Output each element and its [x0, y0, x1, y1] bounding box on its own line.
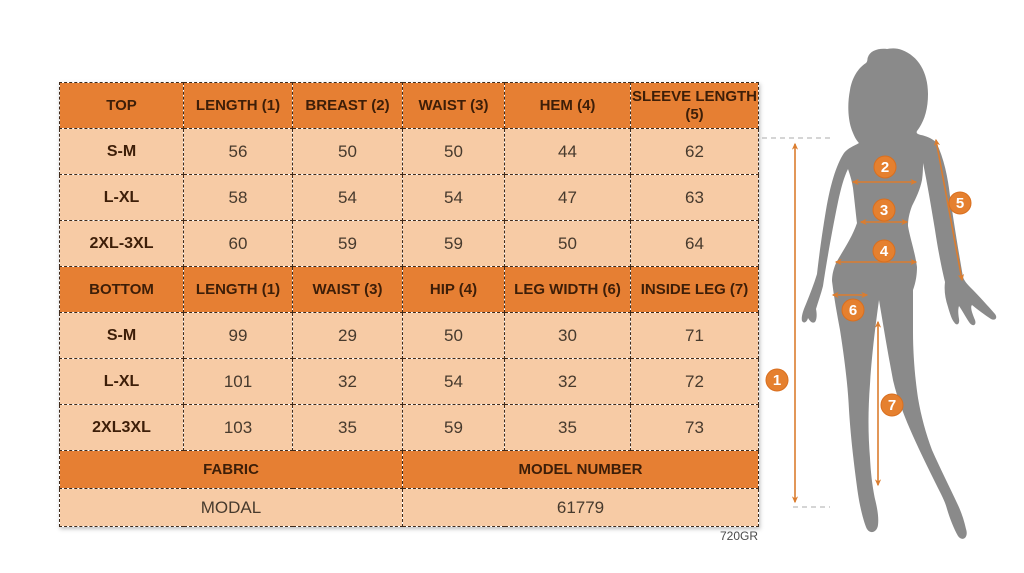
table-row	[60, 359, 759, 405]
marker-label-2: 2	[880, 159, 890, 176]
header-cell-top: TOP	[60, 83, 184, 129]
value-cell: 35	[293, 405, 403, 451]
value-cell: 99	[184, 313, 293, 359]
marker-label-6: 6	[848, 302, 858, 319]
value-cell: 64	[631, 221, 759, 267]
header-cell-leg-width: LEG WIDTH (6)	[505, 267, 631, 313]
table-row	[60, 313, 759, 359]
header-cell-sleeve-length: SLEEVE LENGTH (5)	[631, 83, 759, 129]
header-cell-bottom: BOTTOM	[60, 267, 184, 313]
value-cell: 59	[293, 221, 403, 267]
table-row	[60, 405, 759, 451]
value-cell: 62	[631, 129, 759, 175]
value-cell: 72	[631, 359, 759, 405]
value-cell: 103	[184, 405, 293, 451]
top-header-row	[60, 83, 759, 129]
header-cell-length: LENGTH (1)	[184, 267, 293, 313]
female-silhouette	[802, 48, 996, 539]
size-cell: S-M	[60, 313, 184, 359]
value-cell: 50	[505, 221, 631, 267]
header-cell-length: LENGTH (1)	[184, 83, 293, 129]
value-cell: 32	[505, 359, 631, 405]
value-cell: 71	[631, 313, 759, 359]
size-cell: 2XL3XL	[60, 405, 184, 451]
table-row	[60, 221, 759, 267]
fabric-model-value-row	[60, 489, 759, 527]
header-cell-fabric: FABRIC	[60, 451, 403, 489]
measurement-figure	[760, 30, 1024, 560]
value-cell: 59	[403, 405, 505, 451]
size-cell: L-XL	[60, 175, 184, 221]
model-number-value-cell: 61779	[403, 489, 759, 527]
header-cell-waist: WAIST (3)	[293, 267, 403, 313]
value-cell: 35	[505, 405, 631, 451]
table-row	[60, 175, 759, 221]
size-cell: 2XL-3XL	[60, 221, 184, 267]
header-cell-hip: HIP (4)	[403, 267, 505, 313]
bottom-header-row	[60, 267, 759, 313]
size-chart-table	[59, 82, 759, 527]
header-cell-model-number: MODEL NUMBER	[403, 451, 759, 489]
weight-note: 720GR	[719, 529, 758, 543]
value-cell: 54	[293, 175, 403, 221]
value-cell: 60	[184, 221, 293, 267]
value-cell: 54	[403, 359, 505, 405]
marker-label-7: 7	[887, 397, 897, 414]
value-cell: 47	[505, 175, 631, 221]
header-cell-waist: WAIST (3)	[403, 83, 505, 129]
value-cell: 73	[631, 405, 759, 451]
size-cell: L-XL	[60, 359, 184, 405]
value-cell: 30	[505, 313, 631, 359]
value-cell: 56	[184, 129, 293, 175]
value-cell: 58	[184, 175, 293, 221]
value-cell: 50	[403, 313, 505, 359]
value-cell: 54	[403, 175, 505, 221]
fabric-model-header-row	[60, 451, 759, 489]
value-cell: 50	[403, 129, 505, 175]
marker-label-4: 4	[879, 243, 889, 260]
marker-label-5: 5	[955, 195, 965, 212]
header-cell-breast: BREAST (2)	[293, 83, 403, 129]
size-cell: S-M	[60, 129, 184, 175]
value-cell: 63	[631, 175, 759, 221]
value-cell: 44	[505, 129, 631, 175]
value-cell: 50	[293, 129, 403, 175]
header-cell-hem: HEM (4)	[505, 83, 631, 129]
value-cell: 59	[403, 221, 505, 267]
marker-label-1: 1	[772, 372, 782, 389]
value-cell: 32	[293, 359, 403, 405]
fabric-value-cell: MODAL	[60, 489, 403, 527]
header-cell-inside-leg: INSIDE LEG (7)	[631, 267, 759, 313]
value-cell: 101	[184, 359, 293, 405]
value-cell: 29	[293, 313, 403, 359]
table-row	[60, 129, 759, 175]
marker-label-3: 3	[879, 202, 889, 219]
